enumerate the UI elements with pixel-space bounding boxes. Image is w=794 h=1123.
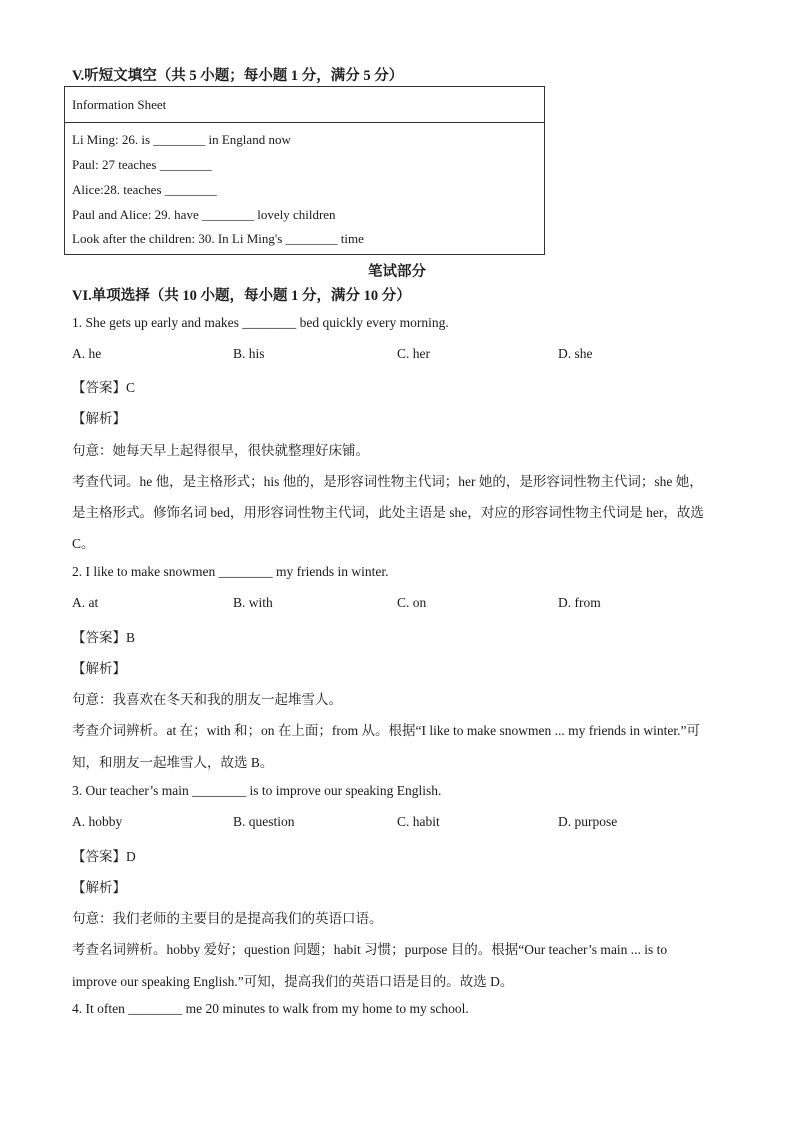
option-b: B. with: [233, 595, 273, 610]
option-d: D. she: [558, 346, 593, 361]
analysis-line: C。: [72, 536, 95, 551]
analysis-line: 考查介词辨析。at 在；with 和；on 在上面；from 从。根据“I like to make snowmen ... my friends in winter.”可: [72, 723, 701, 738]
analysis-label: 【解析】: [72, 411, 126, 426]
question-stem: 2. I like to make snowmen ________ my friends in winter.: [72, 564, 389, 579]
option-a: A. he: [72, 346, 102, 361]
sheet-title: Information Sheet: [72, 97, 167, 112]
option-c: C. her: [397, 346, 430, 361]
option-d: D. from: [558, 595, 601, 610]
analysis-line: 考查名词辨析。hobby 爱好；question 问题；habit 习惯；purpose 目的。根据“Our teacher’s main ... is to: [72, 942, 668, 957]
analysis-line: 考查代词。he 他，是主格形式；his 他的，是形容词性物主代词；her 她的，是形容词性物主代词；she 她，: [72, 474, 703, 489]
option-c: C. on: [397, 595, 427, 610]
answer-label: 【答案】B: [72, 630, 136, 645]
question-stem: 1. She gets up early and makes ________ bed quickly every morning.: [72, 315, 449, 330]
sheet-row: Paul: 27 teaches ________: [72, 157, 212, 172]
option-a: A. at: [72, 595, 99, 610]
analysis-line: 句意：她每天早上起得很早，很快就整理好床铺。: [72, 443, 369, 458]
option-c: C. habit: [397, 814, 440, 829]
sheet-row: Alice:28. teaches ________: [72, 182, 217, 197]
analysis-line: 知，和朋友一起堆雪人，故选 B。: [72, 755, 274, 770]
answer-label: 【答案】C: [72, 380, 136, 395]
option-b: B. his: [233, 346, 265, 361]
analysis-line: 句意：我喜欢在冬天和我的朋友一起堆雪人。: [72, 692, 342, 707]
analysis-label: 【解析】: [72, 661, 126, 676]
sheet-row: Look after the children: 30. In Li Ming's ________ time: [72, 231, 364, 246]
option-d: D. purpose: [558, 814, 618, 829]
sheet-row: Paul and Alice: 29. have ________ lovely children: [72, 207, 336, 222]
section-6-title: VI.单项选择（共 10 小题，每小题 1 分，满分 10 分）: [72, 288, 411, 304]
option-b: B. question: [233, 814, 295, 829]
analysis-line: 是主格形式。修饰名词 bed，用形容词性物主代词，此处主语是 she，对应的形容词性物主代词是 her，故选: [72, 505, 704, 520]
information-sheet-table: [64, 86, 545, 255]
question-stem: 4. It often ________ me 20 minutes to walk from my home to my school.: [72, 1001, 469, 1016]
table-divider: [65, 122, 544, 123]
section-5-title: V.听短文填空（共 5 小题；每小题 1 分，满分 5 分）: [72, 68, 404, 84]
analysis-line: improve our speaking English.”可知，提高我们的英语口语是目的。故选 D。: [72, 974, 514, 989]
answer-label: 【答案】D: [72, 849, 136, 864]
option-a: A. hobby: [72, 814, 123, 829]
sheet-row: Li Ming: 26. is ________ in England now: [72, 132, 291, 147]
analysis-line: 句意：我们老师的主要目的是提高我们的英语口语。: [72, 911, 383, 926]
analysis-label: 【解析】: [72, 880, 126, 895]
written-part-heading: 笔试部分: [368, 264, 426, 280]
question-stem: 3. Our teacher’s main ________ is to improve our speaking English.: [72, 783, 442, 798]
